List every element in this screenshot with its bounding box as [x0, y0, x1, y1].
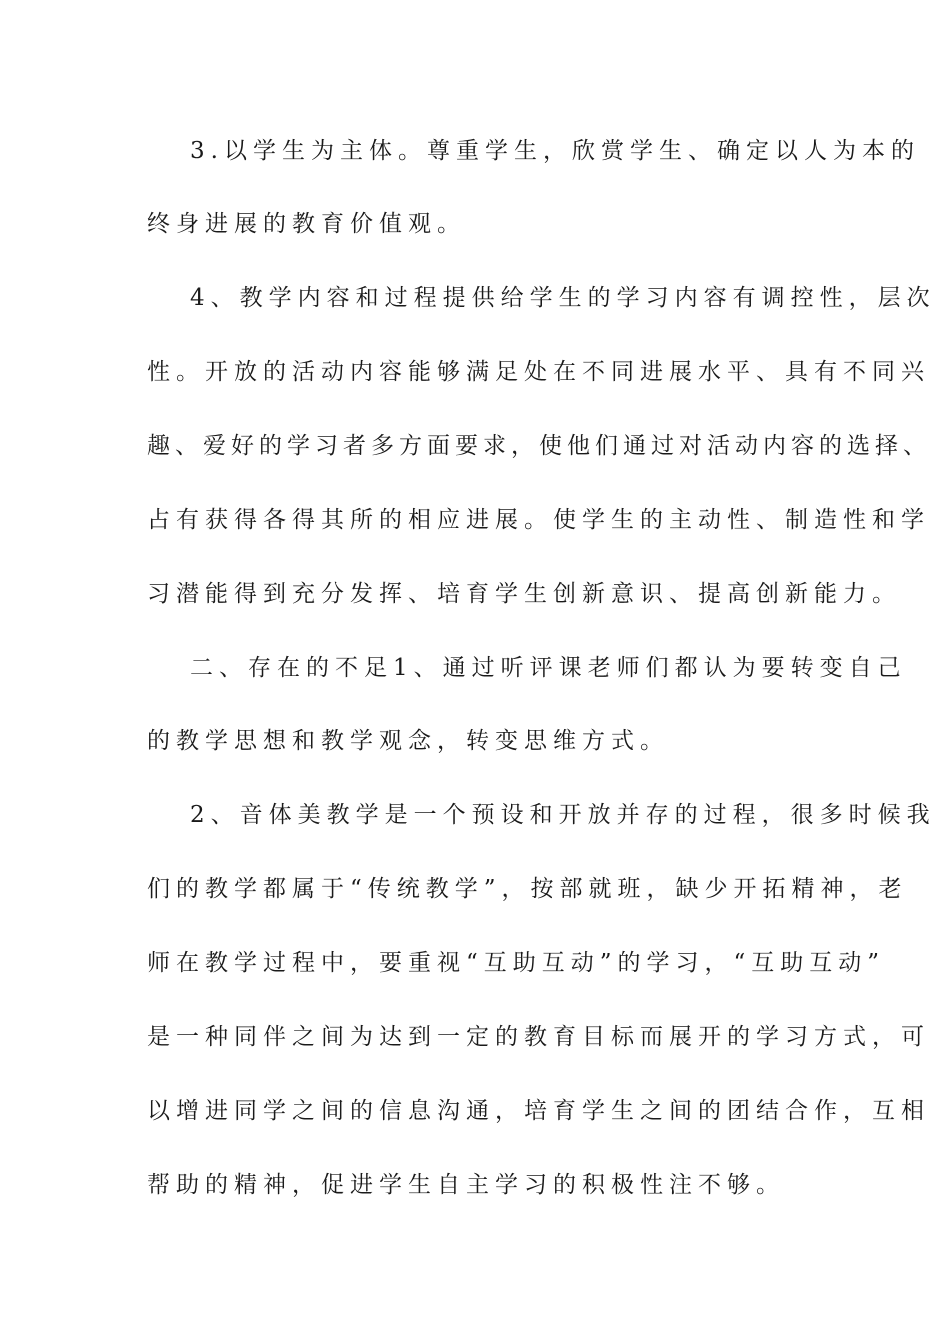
paragraph-3-line-1: 3.以学生为主体。尊重学生，欣赏学生、确定以人为本的: [190, 138, 920, 164]
paragraph-2-line-4: 是一种同伴之间为达到一定的教育目标而展开的学习方式，可: [147, 1024, 930, 1050]
paragraph-2-line-5: 以增进同学之间的信息沟通，培育学生之间的团结合作，互相: [147, 1098, 930, 1124]
section-2-line-2: 的教学思想和教学观念，转变思维方式。: [147, 728, 669, 754]
paragraph-3-line-2: 终身进展的教育价值观。: [147, 211, 466, 237]
paragraph-2-line-1: 2、音体美教学是一个预设和开放并存的过程，很多时候我: [190, 802, 936, 828]
paragraph-4-line-3: 趣、爱好的学习者多方面要求，使他们通过对活动内容的选择、: [147, 433, 931, 459]
paragraph-4-line-2: 性。开放的活动内容能够满足处在不同进展水平、具有不同兴: [147, 359, 930, 385]
paragraph-4-line-4: 占有获得各得其所的相应进展。使学生的主动性、制造性和学: [147, 507, 930, 533]
paragraph-2-line-6: 帮助的精神，促进学生自主学习的积极性注不够。: [147, 1172, 785, 1198]
paragraph-4-line-5: 习潜能得到充分发挥、培育学生创新意识、提高创新能力。: [147, 581, 901, 607]
paragraph-2-line-2: 们的教学都属于“传统教学”，按部就班，缺少开拓精神，老: [147, 876, 908, 902]
section-2-line-1: 二、存在的不足1、通过听评课老师们都认为要转变自己: [190, 655, 907, 681]
paragraph-4-line-1: 4、教学内容和过程提供给学生的学习内容有调控性，层次: [190, 285, 936, 311]
paragraph-2-line-3: 师在教学过程中，要重视“互助互动”的学习，“互助互动”: [147, 950, 886, 976]
